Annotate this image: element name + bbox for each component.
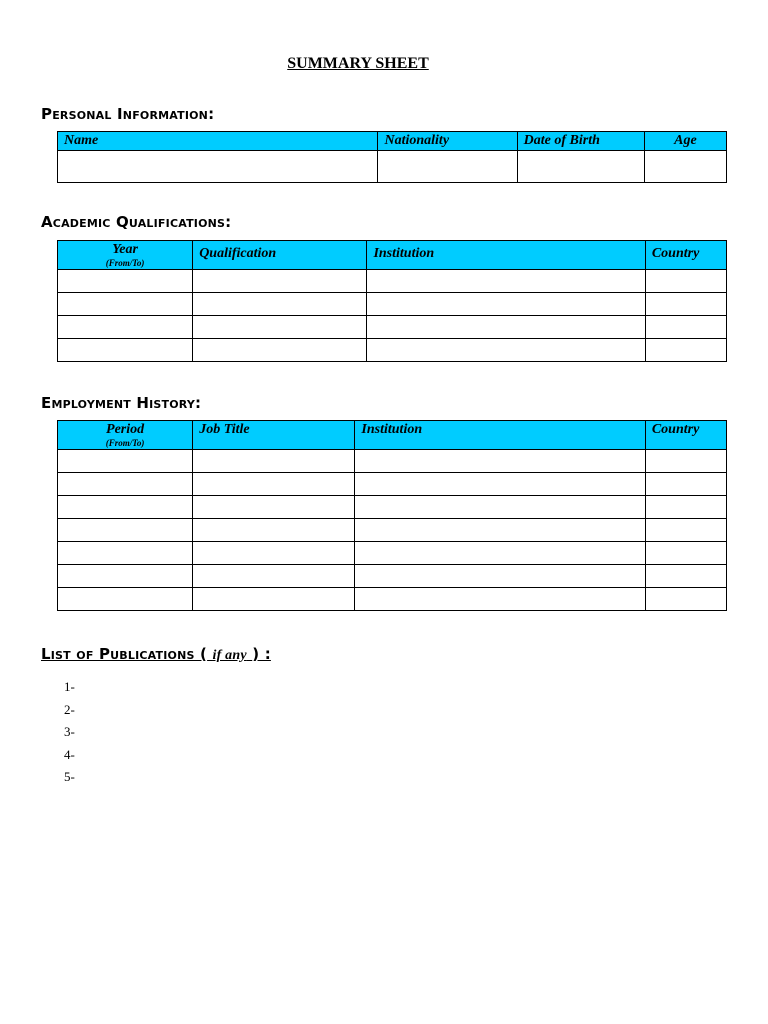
cell[interactable] (58, 450, 193, 473)
cell[interactable] (58, 473, 193, 496)
cell[interactable] (645, 450, 726, 473)
cell[interactable] (367, 293, 645, 316)
cell[interactable] (193, 293, 367, 316)
table-row (58, 270, 727, 293)
cell[interactable] (58, 496, 193, 519)
date-of-birth-header: Date of Birth (517, 132, 644, 151)
cell[interactable] (367, 339, 645, 362)
list-item: 3- (64, 724, 75, 739)
cell[interactable] (193, 496, 355, 519)
table-row (58, 151, 727, 183)
table-row (58, 473, 727, 496)
country-header: Country (645, 241, 726, 270)
cell[interactable] (193, 339, 367, 362)
list-item: 2- (64, 701, 75, 717)
cell[interactable] (645, 316, 726, 339)
page-title: SUMMARY SHEET (287, 55, 429, 72)
cell[interactable] (58, 270, 193, 293)
institution-header: Institution (367, 241, 645, 270)
cell[interactable] (355, 565, 645, 588)
year-label: Year (112, 242, 138, 257)
year-sub-label: (From/To) (105, 258, 145, 268)
cell[interactable] (367, 316, 645, 339)
academic-table (57, 240, 727, 362)
table-row (58, 565, 727, 588)
cell[interactable] (367, 270, 645, 293)
cell[interactable] (645, 473, 726, 496)
cell[interactable] (193, 542, 355, 565)
academic-heading: Academic Qualifications: (41, 213, 232, 231)
table-header-row (58, 132, 727, 151)
institution-header: Institution (355, 421, 645, 450)
cell[interactable] (645, 339, 726, 362)
table-row (58, 339, 727, 362)
nationality-cell[interactable] (378, 151, 517, 183)
employment-heading: Employment History: (41, 394, 202, 412)
cell[interactable] (645, 588, 726, 611)
cell[interactable] (193, 316, 367, 339)
cell[interactable] (355, 450, 645, 473)
age-cell[interactable] (644, 151, 726, 183)
period-sub-label: (From/To) (105, 438, 145, 448)
cell[interactable] (645, 565, 726, 588)
cell[interactable] (645, 496, 726, 519)
list-item: 5- (64, 769, 75, 784)
cell[interactable] (645, 542, 726, 565)
publications-heading-main: List of Publications ( (41, 645, 208, 663)
cell[interactable] (355, 519, 645, 542)
age-header: Age (644, 132, 726, 151)
list-item: 1- (64, 679, 75, 694)
cell[interactable] (193, 565, 355, 588)
period-label: Period (106, 422, 145, 437)
cell[interactable] (58, 542, 193, 565)
table-row (58, 542, 727, 565)
name-cell[interactable] (58, 151, 378, 183)
publications-heading-end: ) : (252, 645, 271, 663)
cell[interactable] (645, 270, 726, 293)
cell[interactable] (645, 519, 726, 542)
cell[interactable] (58, 316, 193, 339)
nationality-header: Nationality (378, 132, 517, 151)
publications-heading-if-any: if any (212, 648, 247, 663)
cell[interactable] (355, 473, 645, 496)
cell[interactable] (355, 588, 645, 611)
cell[interactable] (355, 542, 645, 565)
cell[interactable] (193, 588, 355, 611)
publications-heading (41, 645, 271, 664)
table-row (58, 293, 727, 316)
qualification-header: Qualification (193, 241, 367, 270)
cell[interactable] (58, 565, 193, 588)
period-header (58, 421, 193, 450)
name-header: Name (58, 132, 378, 151)
table-row (58, 450, 727, 473)
table-row (58, 316, 727, 339)
cell[interactable] (193, 270, 367, 293)
table-row (58, 496, 727, 519)
cell[interactable] (58, 339, 193, 362)
cell[interactable] (58, 293, 193, 316)
cell[interactable] (58, 519, 193, 542)
list-item: 4- (64, 746, 75, 762)
personal-info-table (57, 131, 727, 183)
employment-table (57, 420, 727, 611)
job-title-header: Job Title (193, 421, 355, 450)
table-row (58, 588, 727, 611)
date-of-birth-cell[interactable] (517, 151, 644, 183)
table-row (58, 519, 727, 542)
country-header: Country (645, 421, 726, 450)
year-header (58, 241, 193, 270)
cell[interactable] (193, 450, 355, 473)
publications-list (64, 676, 75, 789)
cell[interactable] (645, 293, 726, 316)
table-header-row (58, 241, 727, 270)
personal-info-heading: Personal Information: (41, 105, 215, 123)
cell[interactable] (193, 473, 355, 496)
cell[interactable] (193, 519, 355, 542)
table-header-row (58, 421, 727, 450)
cell[interactable] (58, 588, 193, 611)
cell[interactable] (355, 496, 645, 519)
